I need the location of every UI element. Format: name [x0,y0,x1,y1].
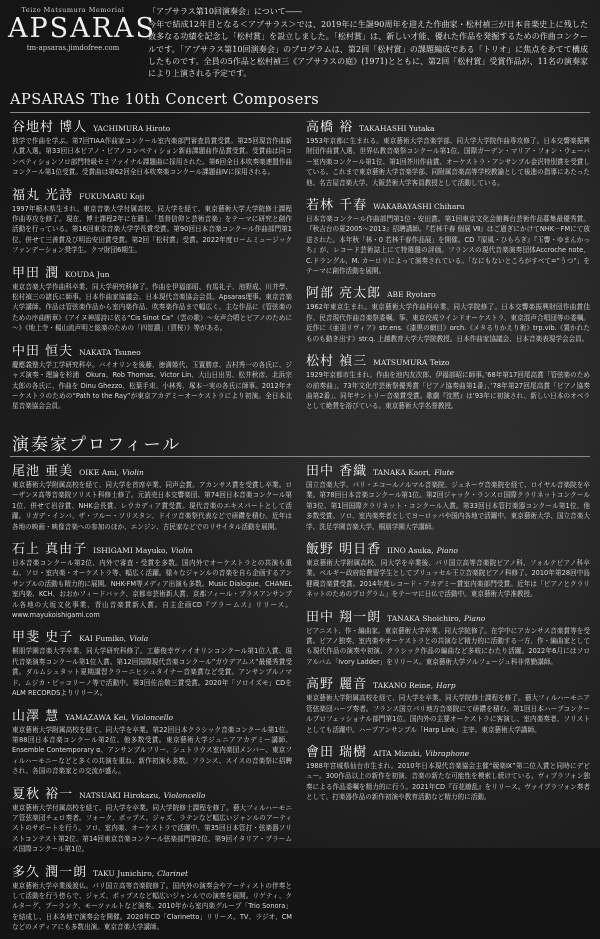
profile-bio: 独学で作曲を学ぶ。第7回TIAA作曲家コンクール室内楽部門審査員賞受賞。第25回現音作曲新人賞入選。第33回日本ピアノ・ピアノコンペティション新曲課題曲作品賞受賞。受賞曲は同コンペティションソロ部門特級セミファイナル課題曲に採用された。第6回全日本吹奏楽連盟作曲コンクール第1位受賞。受賞曲は第62回全日本吹奏楽コンクール課題曲Ⅳに採用される。 [12,137,293,177]
performers-section-title: 演奏家プロフィール [12,435,182,455]
profile-name-jp: 多久 潤一朗 [12,864,88,880]
profile-name-en: MATSUMURA Teizo [373,358,450,368]
profile-name-en: IINO Asuka, [387,546,434,556]
composers-left-column [12,116,292,418]
intro-title: 「アプサラス第10回演奏会」について―― [148,7,302,16]
profile-entry [306,673,590,735]
profile-name-line [12,340,292,359]
profile-name-en: NAKATA Tsuneo [79,347,141,357]
profile-entry [12,783,292,855]
profile-entry [12,861,292,933]
profile-name-jp: 尾池 亜美 [12,464,74,479]
profile-instrument: Violoncello [131,712,174,722]
profile-bio: 桐朋学園音楽大学卒業、同大学研究科修了。工藤俊幸ヴァイオリンコンクール第1位入賞、現代音楽演奏コンクール第1位入賞、第12回国際現代音楽コンクール”ガウデアムス”最優秀賞受賞。ダルムシュタット夏期講習クラーニヒシュタイナー音楽賞など受賞。アンサンブルノマド、ムジカ・ピッコリーノ等で活動中。第3回佐治敬三賞受賞。2020年「ソロイズモ」CDをALM RECORDSよりリリース。 [12,647,292,698]
profile-name-line [12,861,292,880]
profile-name-line [306,673,590,692]
profile-instrument: Viola [129,634,149,644]
profile-name-jp: 山澤 慧 [12,708,60,724]
profile-entry [306,350,590,412]
profile-name-jp: 夏秋 裕一 [12,786,74,802]
profile-name-jp: 高橋 裕 [306,120,354,135]
composers-right-column [306,116,590,418]
profile-name-en: ISHIGAMI Mayuko, [93,546,168,556]
performers-divider [10,456,590,457]
profile-name-jp: 福丸 光詩 [12,187,74,203]
profile-entry [12,340,292,412]
profile-instrument: Clarinet [157,868,189,878]
profile-entry [306,282,590,344]
profile-instrument: Harp [436,681,456,691]
profile-bio: 東京藝術大学附属高校、同大学を卒業後、パリ国立高等音楽院ピアノ科、フォルテピアノ科卒業。ベルギー政府給費留学生としてブリュッセル王立音楽院ピアノ科修了。2010年第28回中島健蔵音楽賞受賞。2014年度レコード・アカデミー賞室内楽部門受賞。近年は「ピアノとクラリネットのためのプログラム」をテーマに日仏で活動中。東京藝術大学准教授。 [306,559,590,599]
profile-name-jp: 谷地村 博人 [12,120,88,135]
logo-title: APSARAS [8,13,156,44]
profile-name-jp: 松村 禎三 [306,354,368,370]
profile-name-line [12,626,292,645]
profile-name-jp: 會田 瑞樹 [306,744,368,760]
profile-entry [12,116,292,178]
profile-entry [12,262,292,334]
profile-name-line [12,460,292,479]
profile-entry [306,116,590,188]
profile-bio: 日本音楽コンクール作曲部門第1位・安田賞。第1回東京文化会館舞台芸術作品募集最優秀賞。『秋吉台の夏2005～2013』招聘講師。『若林千春 個展 Ⅶ』はご過ぎにかけてNHK－FMにて放送された。本年秋「林・0 若林千春作品展」を開催。CD『原風・ひもろぎ』『玉響・ゆまんかっち』が、レコード芸術誌上にて特選盤の評価。フランスの現代音楽演奏団体Accroche note、C.ドラングル、M. カーロリによって演奏されている。「なにもないところがすべて=“うつ”」をテーマに創作活動を展開。 [306,215,590,276]
profile-name-en: TANAKA Kaori, [373,468,432,477]
composers-section-title: APSARAS The 10th Concert Composers [10,92,320,108]
profile-name-en: NATSUAKI Hirokazu, [79,790,161,800]
profile-instrument: Vibraphone [425,748,470,758]
profile-name-en: TAKU Junichiro, [93,868,155,878]
profile-name-line [306,460,590,479]
profile-name-line [306,741,590,760]
profile-bio: 1988年宮城県仙台市生まれ。2010年日本現代音楽協会主催“競楽Ⅸ”第二位入賞と同時にデビュー。300作品以上の新作を初演、音楽の新たな可能性を模索し続けている。ヴィブラフォン独奏による作品委嘱を精力的に行う。2021年CD『百花繚乱』をリリース。ヴァイブラフォン奏者として、打楽器作品の新作初演や教育活動など精力的に活動。 [306,761,590,802]
profile-name-en: WAKABAYASHI Chiharu [373,202,465,212]
profile-entry [12,460,292,532]
profile-instrument: Violin [122,468,144,477]
profile-name-line [306,350,590,369]
profile-instrument: Piano [464,613,486,623]
logo-url[interactable]: tm-apsaras.jimdofree.com [26,44,120,52]
profile-instrument: Piano [436,546,458,556]
profile-name-jp: 若林 千春 [306,198,368,214]
profile-name-line [306,116,590,135]
profile-bio: 東京音楽大学作曲科卒業、同大学研究科修了。作曲を伊福部昭、有馬礼子、池野成、川井學、松村禎三の諸氏に師事。日本作曲家協議会、日本現代音楽協会会員。Apsaras理事。東京音楽大学講師。作品は管弦楽作品から室内楽作品、吹奏楽作品まで幅広く、主な作品に《管弦楽のための序曲断章》《アイヌ神謡詩に依る“Cis Sinot Ca”（雲の歌）～女声合唱とピアノのために～》《地上寺・楊山流声明と総楽のための「四智讃」（賀桜）》等がある。 [12,282,292,333]
profile-name-line [306,194,590,213]
profile-name-en: OIKE Ami, [79,468,120,477]
profile-name-line [306,282,590,301]
profile-bio: 国立音楽大学、パリ・エコールノルマル音楽院、ジュネーヴ音楽院を経て、ロイヤル音楽院を卒業。第78回日本音楽コンクール第1位。第2回ジャック・ランスロ国際クラリネットコンクール第3位、第1回国際クラリネット・コンクール入賞。第33回日本管打楽器コンクール第1位、他多数受賞。ソロ、室内楽奏者としてヨーロッパや国内各地で活躍中。東京藝術大学、国立音楽大学、洗足学園音楽大学、桐朋学園大学講師。 [306,481,590,531]
profile-name-en: TAKANO Reine, [373,681,434,691]
performers-left-column [12,460,292,939]
profile-bio: 1953年京都に生まれる。東京藝術大学音楽学部、同大学大学院作曲専攻修了。日本交響楽振興財団作曲賞入選、世界仏教音楽祭コンクール第1位、国際ガーデン・マリア・フォン・ウェーバー室内楽コンクール第1位、第1回芥川作曲賞、オーケストラ・アンサンブル金沢特別賞を受賞している。これまで東京藝術大学音楽学部、同附属音楽高等学校教諭として後進の指導にあたった他、名古屋音楽大学、大阪芸術大学客員教授として活動している。 [306,137,590,187]
profile-bio: 日本音楽コンクール第2位、内外で審査・受賞を多数。国内外でオーケストラとの共演も重ね、ソロ・室内楽・オーケストラ等、幅広く活躍。様々なジャンルの音楽を自ら企画するアンサンブルの活動も精力的に展開。NHK-FM等メディア出演も多数。Music Dialogue、CHANEL室内楽、KCH、おおかフィードバック、京都市芸術新人賞、京都フィール・ブラスアンサンブル各地の大坂文化事業、青山音楽賞新人賞。自主企画CD『ブラームス』リリース。www.mayukoishigami.com [12,559,292,620]
apsaras-logo [8,6,156,52]
profile-name-en: TANAKA Shoichiro, [387,613,462,623]
profile-bio: 東京藝術大学附属高校を経て、同大学を首席卒業、同声会賞。アカンサス賞を受賞し卒業。ローザンヌ高等音楽院ソリスト科修士修了。元読売日本交響楽団、第74回日本音楽コンクール第1位、併せて岩谷賞、NHK会長賞、レウカディア賞受賞。現代音楽のエキスパートとして活躍。リガデ・インバ、ザ・フルー・ソリスタン、ドイツ音楽祭代表などで研鑽を積む。近年は各地の映画・映像音楽への参加のほか、エンジン、古民家などでのリサイタル活動を展開。 [12,481,292,531]
profile-bio: ピアニスト、作・編曲家。東京藝術大学卒業、同大学院修了。在学中にアカンサス音楽賞等を受賞。ピアノ独奏、室内楽やオーケストラとの共演など精力的に活動する一方、作・編曲家としても現代作品の演奏や初演、クラシック作品の編曲など多岐にわたり活躍。2022年6月にはソロアルバム「Ivory Ladder」をリリース。東京藝術大学ソルフェージュ科非常勤講師。 [306,626,590,666]
profile-bio: 東京藝術大学付属高校を経て、同大学を卒業。同大学院修士課程を修了。藝大フィルハーモニア管弦楽団チェロ奏者。フォーク、ポップス、ジャズ、ラテンなど幅広いジャンルのアーティストのサポートを行う。ソロ、室内楽、オーケストラで活躍中。第35回日本管打・弦楽器ソリストコンテスト第2位、第14回東京音楽コンクール弦楽部門第2位、第9回イタリア・ブラームス国際コンクール第1位。 [12,803,292,854]
profile-name-en: YACHIMURA Hiroto [93,124,171,133]
intro-block [148,6,588,80]
profile-name-line [306,606,590,625]
profile-entry [12,538,292,620]
logo-subtitle: Teizo Matsumura Memorial [21,6,125,14]
profile-name-en: ABE Ryotaro [387,290,436,300]
profile-name-jp: 石上 真由子 [12,542,88,558]
profile-entry [12,626,292,698]
profile-bio: 1997年栃木県生まれ。東京音楽大学付属高校、同大学を経て、東京藝術大学大学院修士課程作曲専攻を修了。現在、博士課程2年に在籍し「基督信仰と芸術音楽」をテーマに研究と創作活動を行っている。第16回東京音楽大学学長賞受賞。第90回日本音楽コンクール作曲部門第1位、併せて三善賞及び明治安田賞受賞。第2回「松村賞」受賞。2022年度ロームミュージックファンデーション奨学生。クマ財団6期生。 [12,204,292,255]
profile-name-en: KAI Fumiko, [79,634,127,644]
profile-name-en: TAKAHASHI Yutaka [359,124,435,133]
profile-entry [12,705,292,777]
profile-name-jp: 阿部 亮太郎 [306,286,382,302]
profile-name-line [12,783,292,802]
profile-name-jp: 田中 香織 [306,464,368,479]
profile-bio: 東京藝術大学附属高校を経て、同大学を卒業。同大学院修士課程を修了。藝大フィルハーモニア管弦楽団ハープ奏者。フランス国立パリ地方音楽院にて研鑽を積む。第1回日本ハープコンクールプロフェッショナル部門第1位。国内外の主要オーケストラに客演し、室内楽奏者、ソリストとしても活躍中。ハープアンサンブル「Harp Link」主宰。東京藝術大学講師。 [306,694,590,734]
performers-right-column [306,460,590,809]
profile-name-jp: 飯野 明日香 [306,542,382,558]
profile-bio: 1929年京都市生まれ。作曲を池内友次郎、伊福部昭に師事。’68年第17回尾高賞「管弦楽のための前奏曲」、73年文化庁芸術祭優秀賞「ピアノ協奏曲第1番」、’78年第27回尾高賞「ピアノ協奏曲第2番」、同年サントリー音楽賞受賞。歌劇『沈黙』は’93年に初演され、新しい日本のオペラとして絶賛を浴びている。東京藝術大学名誉教授。 [306,371,590,411]
intro-body: 今年で結成12年目となる＜アプサラス＞では、2019年に生誕90周年を迎えた作曲家・松村禎三が日本音楽史上に残した数多なる功績を記念し「松村賞」を設立しました。「松村賞」は、新しい才能、優れた作品を発掘するための作曲コンクールです。「アプサラス第10回演奏会」のプログラムは、第2回「松村賞」の課題編成である「トリオ」に焦点をあてて構成したものです。全員の5作品と松村禎三《アプサラスの庭》(1971)とともに、第2回「松村賞」受賞作品が、11名の演奏家により上演される予定です。 [148,20,588,79]
profile-name-jp: 甲田 潤 [12,265,60,281]
profile-name-line [12,116,292,135]
profile-entry [306,606,590,668]
profile-name-jp: 甲斐 史子 [12,630,74,646]
profile-name-jp: 中田 恒夫 [12,343,74,359]
profile-bio: 東京藝術大学附属高校を経て、同大学を卒業。第22回日本クラシック音楽コンクール第1位。第88回日本音楽コンクール第2位、他多数受賞。東京藝術大学ジュニアアカデミー講師、Ensemble Contemporary α、アンサンブルフリー、シュトラウス室内楽団メンバー、東京フィルハーモニーなどと多くの共演を重ね、新作初演も多数。フランス、スイスの音楽祭に招聘され、各国の音楽家との交流が盛ん。 [12,725,292,776]
profile-name-line [12,184,292,203]
profile-entry [306,460,590,532]
profile-name-line [12,262,292,281]
profile-name-line [12,705,292,724]
header [0,0,600,92]
profile-name-en: KOUDA Jun [65,269,110,279]
profile-instrument: Flute [434,468,455,477]
profile-bio: 慶應義塾大学工学研究科卒。バイオリンを後藤、徳満姫代、玉置勝彦、吉村秀一の各氏に、ジャズ演奏・理論を杉浦 Okura、Rob Thomas、Victor Lin、大山日出男、松井秋彦、北浜宗太郎の各氏に、作曲を Dinu Ghezzo、松葉手束、小林秀、塚本一実の各氏に師事。2012年オーケストラのための“Path to the Ray”が東京アカデミーオーケストラにより初演。全日本北星音楽協会会員。 [12,360,292,411]
profile-instrument: Violin [170,546,193,556]
profile-name-line [306,538,590,557]
profile-name-en: YAMAZAWA Kei, [65,712,129,722]
profile-bio: 東京藝術大学卒業後渡仏。パリ国立高等音楽院修了。国内外の演奏会やアーティストの伴奏として活動を行う傍らで、ジャズ、ポップスなど幅広いジャンルでの演奏を展開。リゲティ、クルターグ、プーランク、モーツァルトなど演奏。2010年から室内楽グループ「Trio Sonora」を結成し、日本各地で演奏会を開催。2020年CD「Clarinetto」リリース。TV、ラジオ、CMなどのメディアにも多数出演。東京音楽大学講師。 [12,881,292,932]
profile-name-jp: 田中 翔一朗 [306,609,382,625]
profile-name-line [12,538,292,557]
profile-name-jp: 高野 麗音 [306,677,368,693]
profile-bio: 1962年東京生まれ。東京藝術大学作曲科卒業、同大学院修了。日本交響楽振興財団作曲賞佳作、民音現代作曲音楽祭委嘱。筝、東京佼成ウインドオーケストラ、東京混声合唱団等の委嘱。近作に《亜羽リヴィア》str.ens.《漆黒の網目》orch.《メタるりかえり術》trp.vib.《置かれたものも動き出す》str.q. 上越教育大学大学院教授。日本作曲家協議会、日本音楽表現学会会員。 [306,303,590,343]
profile-name-en: AITA Mizuki, [373,748,423,758]
profile-entry [306,741,590,803]
profile-entry [306,538,590,600]
profile-entry [306,194,590,276]
profile-instrument: Violoncello [163,790,206,800]
profile-name-en: FUKUMARU Koji [79,191,145,201]
profile-entry [12,184,292,256]
composers-divider [10,112,590,113]
